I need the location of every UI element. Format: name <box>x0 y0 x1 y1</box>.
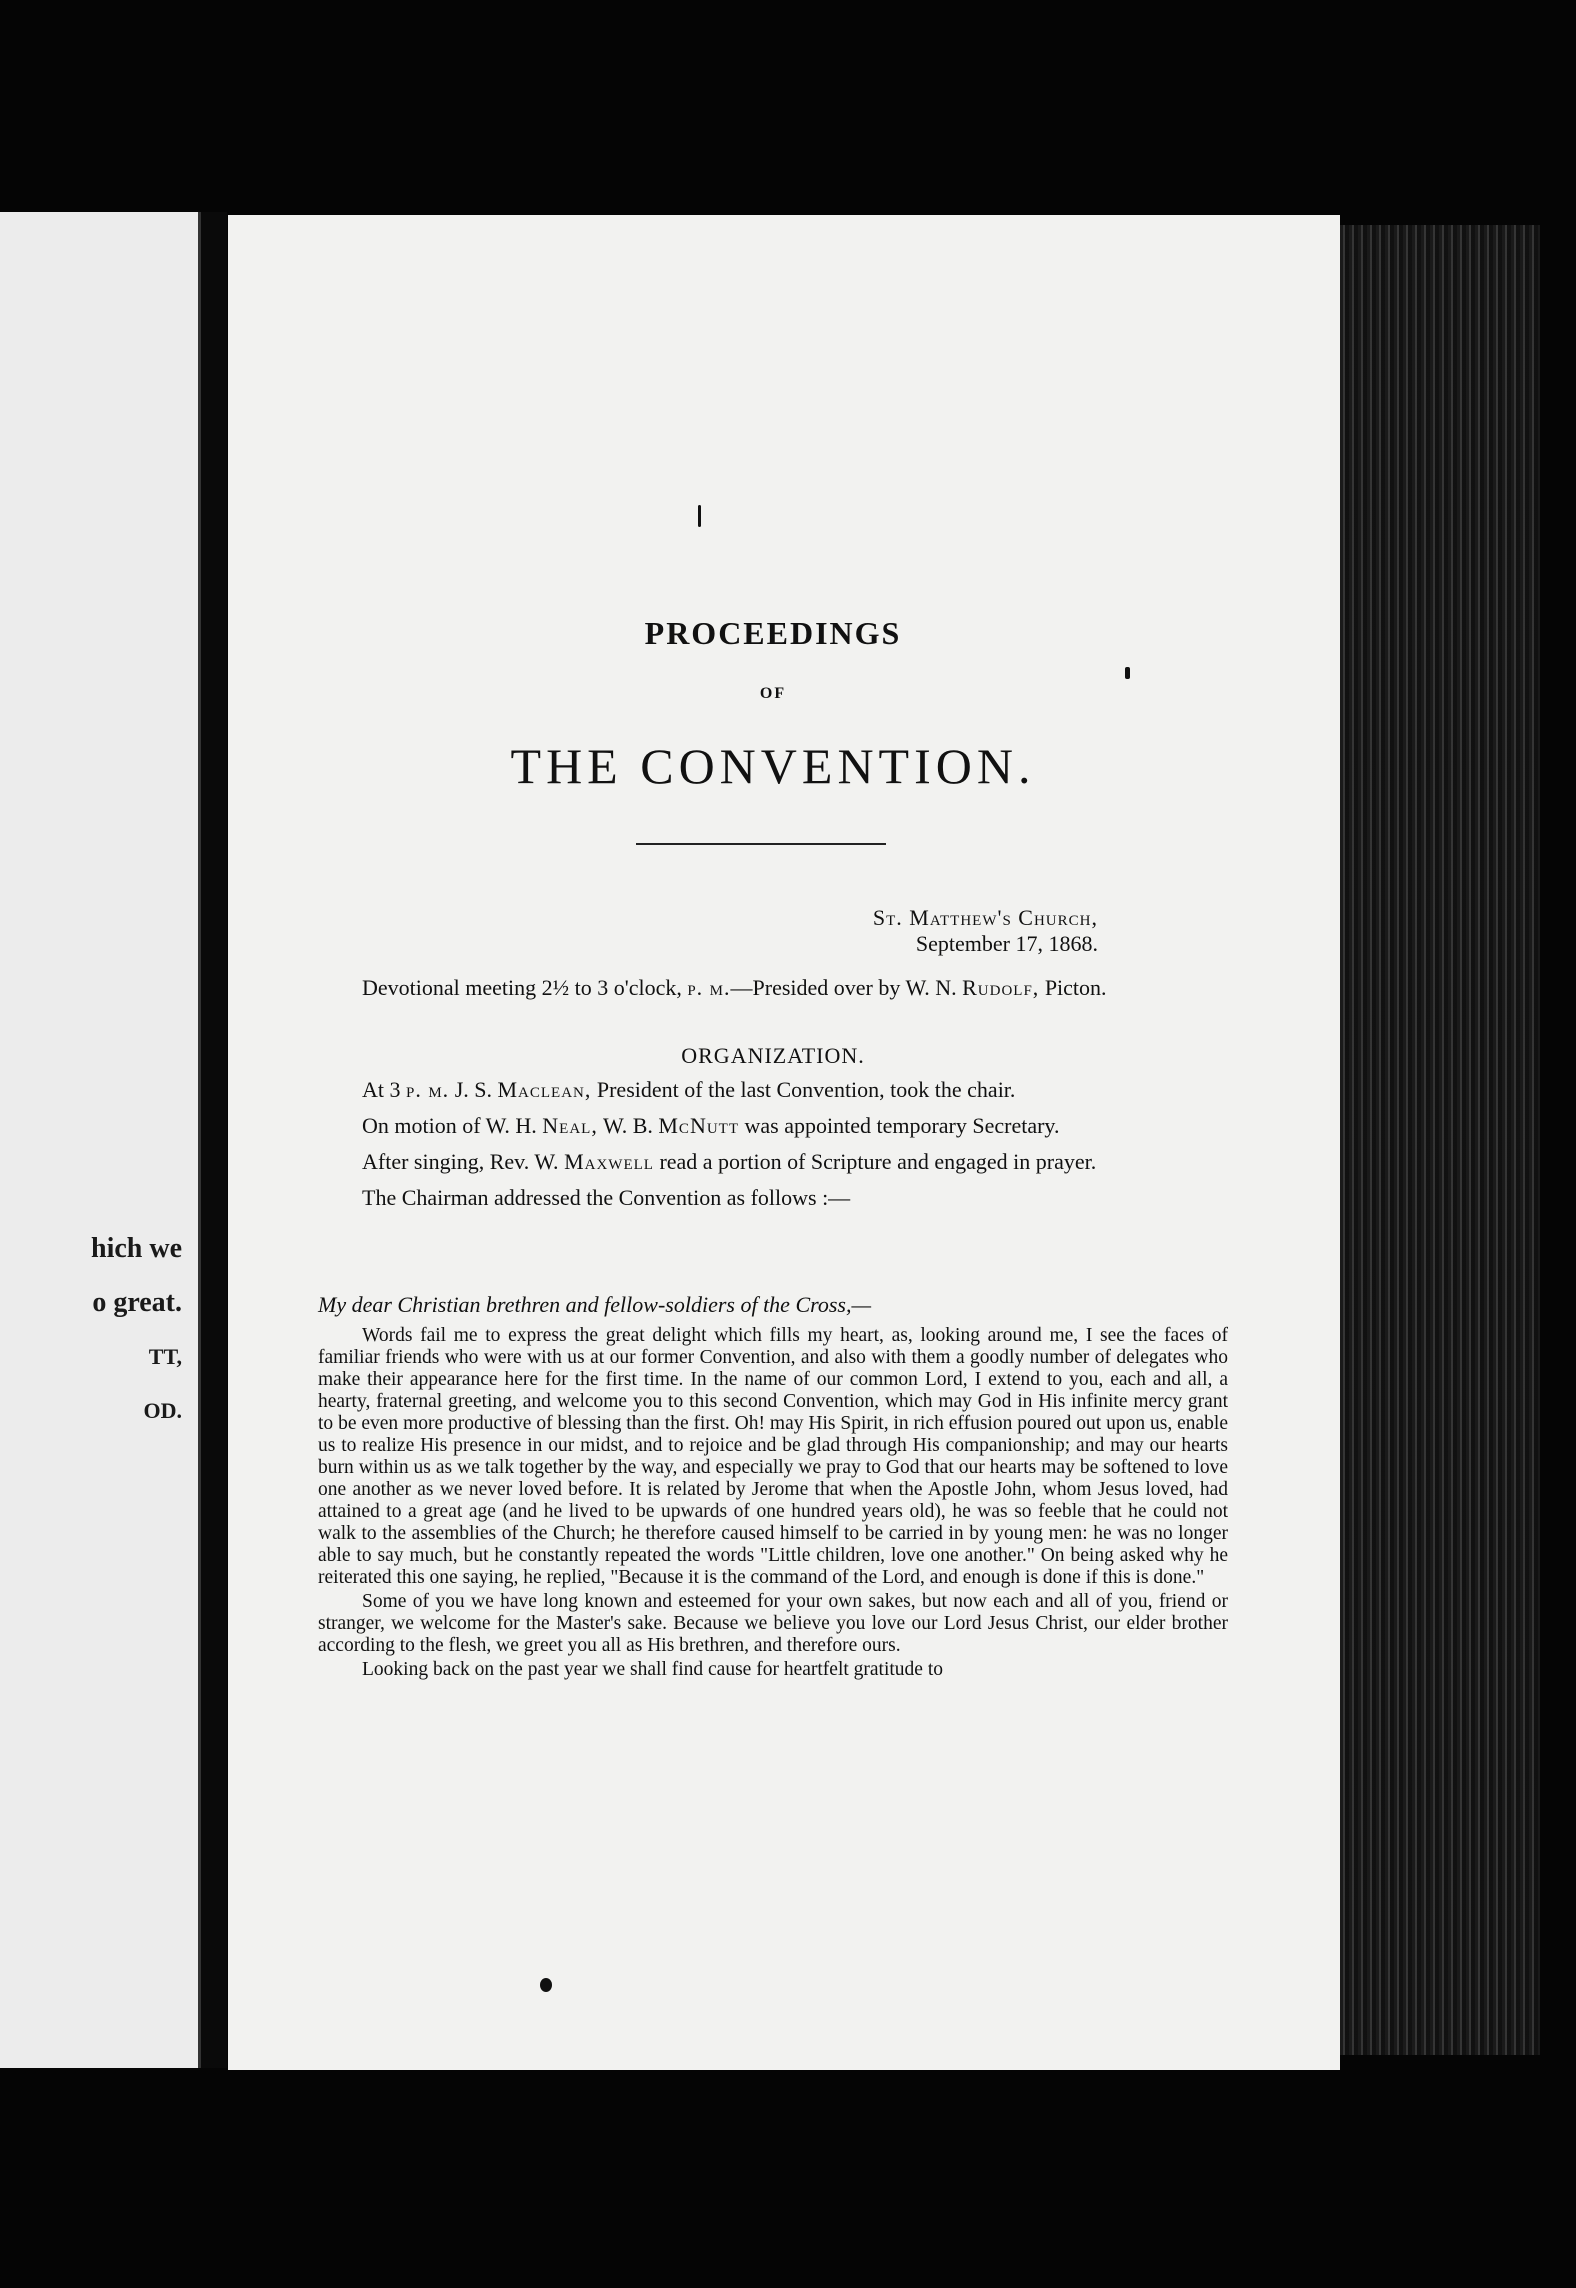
org-text: W. B. <box>602 1113 653 1138</box>
left-fragment: OD. <box>143 1398 182 1423</box>
dateline <box>318 905 1098 957</box>
left-page-fragments <box>0 1222 190 1438</box>
speech-paragraph: Looking back on the past year we shall find cause for heartfelt gratitude to <box>362 1659 944 1680</box>
organization-paragraph <box>318 1111 1228 1141</box>
organization-section <box>318 1075 1228 1219</box>
page-title: PROCEEDINGS <box>644 615 902 651</box>
org-name: Maxwell <box>564 1149 654 1174</box>
dateline-date: September 17, 1868. <box>915 931 1098 956</box>
left-page <box>0 212 201 2068</box>
title-of: OF <box>759 685 787 702</box>
organization-paragraph <box>318 1075 1228 1105</box>
page-edges <box>1340 225 1540 2055</box>
org-name: McNutt <box>658 1113 739 1138</box>
org-text: J. S. <box>454 1077 492 1102</box>
page-subtitle: THE CONVENTION. <box>510 738 1036 794</box>
organization-paragraph: The Chairman addressed the Convention as follows :— <box>362 1185 851 1210</box>
organization-paragraph <box>318 1147 1228 1177</box>
devotional-presided: —Presided over by W. N. <box>730 975 957 1000</box>
speech-paragraph: Some of you we have long known and esteemed for your own sakes, but now each and all of you, friend or stranger, we welcome for the Master's sake. Because we believe you love our Lord Jesus Christ, our elder brother according to the flesh, we greet you all as His brethren, and therefore ours. <box>318 1591 1228 1656</box>
right-page <box>228 215 1340 2070</box>
org-text: President of the last Convention, took the chair. <box>596 1077 1016 1102</box>
devotional-paragraph <box>318 973 1228 1003</box>
devotional-text: Devotional meeting 2½ to 3 o'clock, <box>362 975 682 1000</box>
left-fragment: o great. <box>92 1287 182 1318</box>
dateline-church: St. Matthew's Church, <box>872 905 1098 930</box>
devotional-pm: p. m. <box>687 975 731 1000</box>
ink-spot <box>698 505 701 527</box>
ink-spot <box>540 1978 552 1992</box>
ink-spot <box>1125 667 1130 679</box>
org-text: p. m. <box>406 1077 450 1102</box>
left-fragment: TT, <box>148 1344 182 1369</box>
speech-paragraph: Words fail me to express the great delight which fills my heart, as, looking around me, I see the faces of familiar friends who were with us at our former Convention, and also with them a goodly number of delegates who make their appearance here for the first time. In the name of our common Lord, I extend to you, each and all, a hearty, fraternal greeting, and welcome you to this second Convention, which may God in His infinite mercy grant to be even more productive of blessing than the first. Oh! may His Spirit, in rich effusion poured out upon us, enable us to realize His presence in our midst, and to rejoice and be glad through His companionship; and may our hearts burn within us as we talk together by the way, and especially we pray to God that our hearts may be softened to love one another as we never loved before. It is related by Jerome that when the Apostle John, whom Jesus loved, had attained to a great age (and he lived to be upwards of one hundred years old), he was so feeble that he could not walk to the assemblies of the Church; he therefore caused himself to be carried in by young men: he was no longer able to say much, but he constantly repeated the words "Little children, love one another." On being asked why he reiterated this one saying, he replied, "Because it is the command of the Lord, and enough is done if this is done." <box>318 1325 1228 1588</box>
org-text: At 3 <box>362 1077 401 1102</box>
org-name: Neal, <box>542 1113 598 1138</box>
org-text: read a portion of Scripture and engaged in prayer. <box>659 1149 1097 1174</box>
speech-body <box>318 1325 1228 1683</box>
book-spine <box>201 212 227 2068</box>
organization-heading: ORGANIZATION. <box>681 1043 865 1068</box>
org-text: was appointed temporary Secretary. <box>744 1113 1060 1138</box>
devotional-name: Rudolf, <box>962 975 1040 1000</box>
org-text: After singing, Rev. W. <box>362 1149 559 1174</box>
title-rule <box>636 843 886 845</box>
org-text: On motion of W. H. <box>362 1113 537 1138</box>
org-name: Maclean, <box>497 1077 592 1102</box>
speech-salutation: My dear Christian brethren and fellow-soldiers of the Cross,— <box>318 1292 872 1317</box>
left-fragment: hich we <box>91 1233 182 1264</box>
devotional-place: Picton. <box>1044 975 1107 1000</box>
